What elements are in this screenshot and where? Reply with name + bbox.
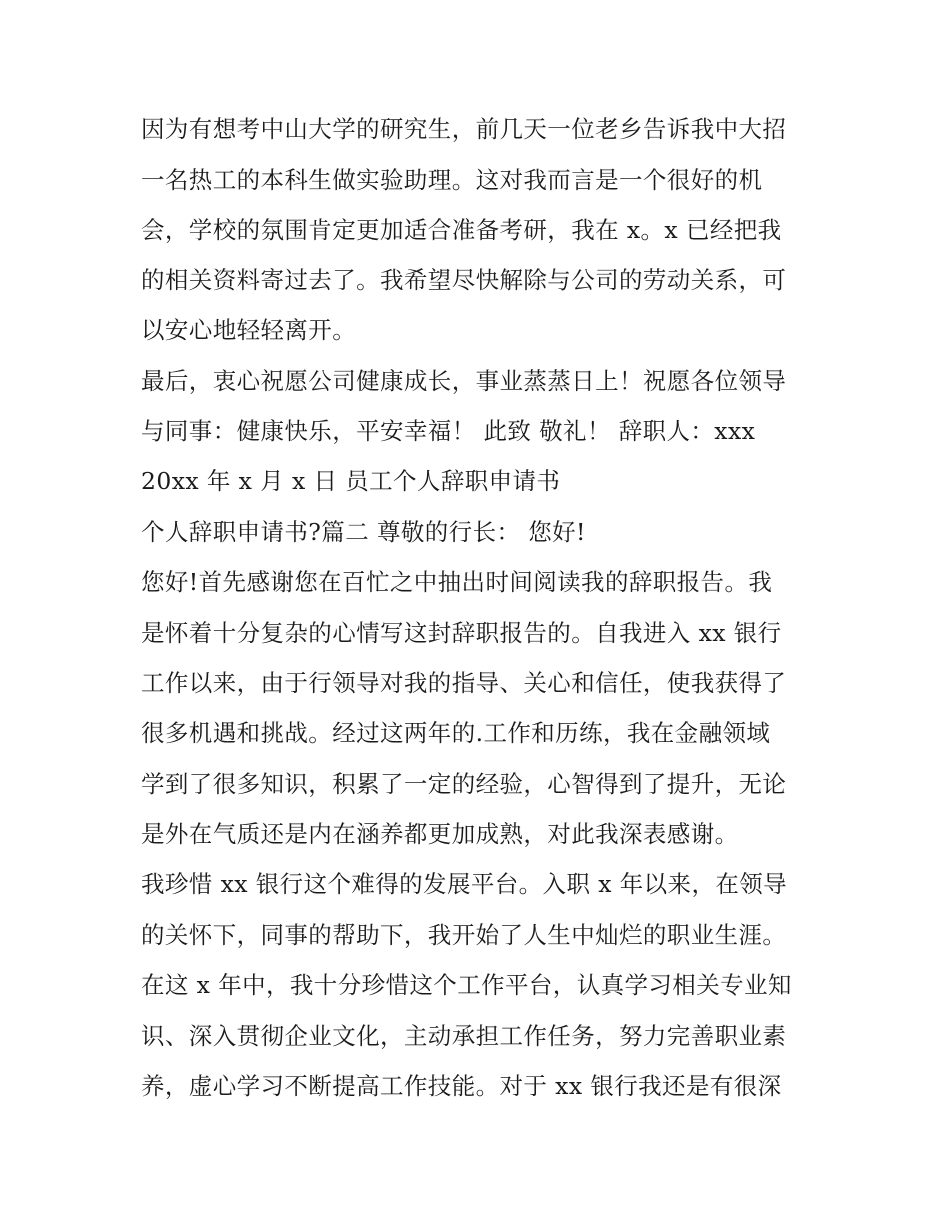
text-line: 在这 x 年中，我十分珍惜这个工作平台，认真学习相关专业知 — [141, 971, 792, 999]
text-line: 的相关资料寄过去了。我希望尽快解除与公司的劳动关系，可 — [141, 266, 787, 294]
text-line: 个人辞职申请书?篇二 尊敬的行长： 您好! — [141, 518, 586, 546]
text-line: 我珍惜 xx 银行这个难得的发展平台。入职 x 年以来，在领导 — [141, 870, 788, 898]
text-line: 最后，衷心祝愿公司健康成长，事业蒸蒸日上！祝愿各位领导 — [141, 367, 787, 395]
text-line: 的关怀下，同事的帮助下，我开始了人生中灿烂的职业生涯。 — [141, 921, 787, 949]
text-line: 您好!首先感谢您在百忙之中抽出时间阅读我的辞职报告。我 — [141, 568, 773, 596]
text-line: 与同事：健康快乐，平安幸福！ 此致 敬礼！ 辞职人：xxx — [141, 417, 756, 445]
text-line: 识、深入贯彻企业文化，主动承担工作任务，努力完善职业素 — [141, 1022, 787, 1050]
text-line: 学到了很多知识，积累了一定的经验，心智得到了提升，无论 — [141, 770, 787, 798]
text-line: 以安心地轻轻离开。 — [141, 316, 357, 344]
text-line: 养，虚心学习不断提高工作技能。对于 xx 银行我还是有很深 — [141, 1072, 782, 1100]
text-line: 是怀着十分复杂的心情写这封辞职报告的。自我进入 xx 银行 — [141, 619, 782, 647]
text-line: 会，学校的氛围肯定更加适合准备考研，我在 x。x 已经把我 — [141, 216, 782, 244]
text-line: 是外在气质还是内在涵养都更加成熟，对此我深表感谢。 — [141, 820, 739, 848]
text-line: 一名热工的本科生做实验助理。这对我而言是一个很好的机 — [141, 166, 763, 194]
text-line: 很多机遇和挑战。经过这两年的.工作和历练，我在金融领域 — [141, 719, 771, 747]
text-line: 工作以来，由于行领导对我的指导、关心和信任，使我获得了 — [141, 669, 787, 697]
text-line: 20xx 年 x 月 x 日 员工个人辞职申请书 — [141, 467, 561, 495]
text-line: 因为有想考中山大学的研究生，前几天一位老乡告诉我中大招 — [141, 115, 787, 143]
